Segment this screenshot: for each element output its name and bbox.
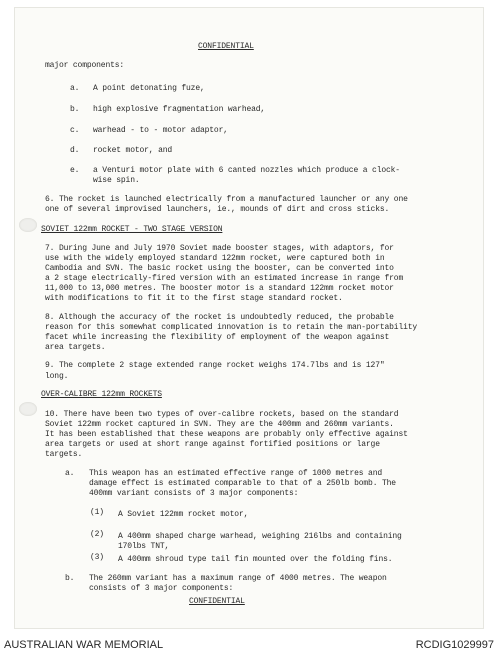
component-letter: b. xyxy=(70,105,80,114)
item-number: (1) xyxy=(90,508,104,517)
intro-text: major components: xyxy=(45,61,125,70)
item-text: 170lbs TNT, xyxy=(118,542,170,551)
section-heading: OVER-CALIBRE 122mm ROCKETS xyxy=(41,390,162,399)
classification-header: CONFIDENTIAL xyxy=(198,42,254,51)
paragraph-line: use with the widely employed standard 122mm rocket, were captured both in xyxy=(45,254,385,263)
subparagraph-letter: a. xyxy=(65,469,75,478)
component-letter: c. xyxy=(70,126,80,135)
item-text: A Soviet 122mm rocket motor, xyxy=(118,510,249,519)
paragraph-line: facet while increasing the flexibility of employment of the weapon against xyxy=(45,333,390,342)
subparagraph-line: The 260mm variant has a maximum range of 4000 metres. The weapon xyxy=(89,574,387,583)
classification-footer: CONFIDENTIAL xyxy=(189,597,245,606)
item-text: A 400mm shaped charge warhead, weighing 216lbs and containing xyxy=(118,532,402,541)
paragraph-line: targets. xyxy=(45,450,83,459)
paragraph-line: 9. The complete 2 stage extended range rocket weighs 174.7lbs and is 127" xyxy=(45,361,385,370)
archive-name: AUSTRALIAN WAR MEMORIAL xyxy=(4,639,164,651)
subparagraph-line: damage effect is estimated comparable to that of a 250lb bomb. The xyxy=(89,479,396,488)
paragraph-line: one of several improvised launchers, ie., mounds of dirt and cross sticks. xyxy=(45,205,390,214)
paragraph-line: It has been established that these weapons are probably only effective against xyxy=(45,430,408,439)
paragraph-line: reason for this somewhat complicated innovation is to retain the man-portability xyxy=(45,323,418,332)
punch-hole xyxy=(19,218,37,232)
component-letter: e. xyxy=(70,166,80,175)
paragraph-line: a 2 stage electrically-fired version with an estimated increase in range from xyxy=(45,274,404,283)
subparagraph-letter: b. xyxy=(65,574,75,583)
document-page xyxy=(15,8,483,628)
paragraph-line: Cambodia and SVN. The basic rocket using the booster, can be converted into xyxy=(45,264,394,273)
subparagraph-line: 400mm variant consists of 3 major components: xyxy=(89,489,299,498)
item-number: (3) xyxy=(90,553,104,562)
paragraph-line: Soviet 122mm rocket captured in SVN. They are the 400mm and 260mm variants. xyxy=(45,420,394,429)
component-text: wise spin. xyxy=(93,176,140,185)
paragraph-line: 8. Although the accuracy of the rocket is undoubtedly reduced, the probable xyxy=(45,313,394,322)
paragraph-line: 7. During June and July 1970 Soviet made booster stages, with adaptors, for xyxy=(45,244,394,253)
paragraph-line: area targets. xyxy=(45,343,106,352)
component-text: warhead - to - motor adaptor, xyxy=(93,126,228,135)
item-text: A 400mm shroud type tail fin mounted over the folding fins. xyxy=(118,555,393,564)
section-heading: SOVIET 122mm ROCKET - TWO STAGE VERSION xyxy=(41,225,223,234)
archive-reference: RCDIG1029997 xyxy=(415,639,494,651)
component-text: rocket motor, and xyxy=(93,146,173,155)
subparagraph-line: consists of 3 major components: xyxy=(89,584,234,593)
paragraph-line: 11,000 to 13,000 metres. The booster motor is a standard 122mm rocket motor xyxy=(45,284,394,293)
component-text: A point detonating fuze, xyxy=(93,84,205,93)
paragraph-line: 6. The rocket is launched electrically from a manufactured launcher or any one xyxy=(45,195,408,204)
component-letter: d. xyxy=(70,146,80,155)
paragraph-line: with modifications to fit it to the first stage standard rocket. xyxy=(45,294,343,303)
subparagraph-line: This weapon has an estimated effective range of 1000 metres and xyxy=(89,469,382,478)
punch-hole xyxy=(19,402,37,416)
component-letter: a. xyxy=(70,84,80,93)
item-number: (2) xyxy=(90,530,104,539)
paragraph-line: 10. There have been two types of over-calibre rockets, based on the standard xyxy=(45,410,399,419)
paragraph-line: area targets or used at short range against fortified positions or large xyxy=(45,440,380,449)
archive-footer xyxy=(0,630,498,654)
component-text: high explosive fragmentation warhead, xyxy=(93,105,266,114)
component-text: a Venturi motor plate with 6 canted nozzles which produce a clock- xyxy=(93,166,400,175)
paragraph-line: long. xyxy=(45,372,69,381)
